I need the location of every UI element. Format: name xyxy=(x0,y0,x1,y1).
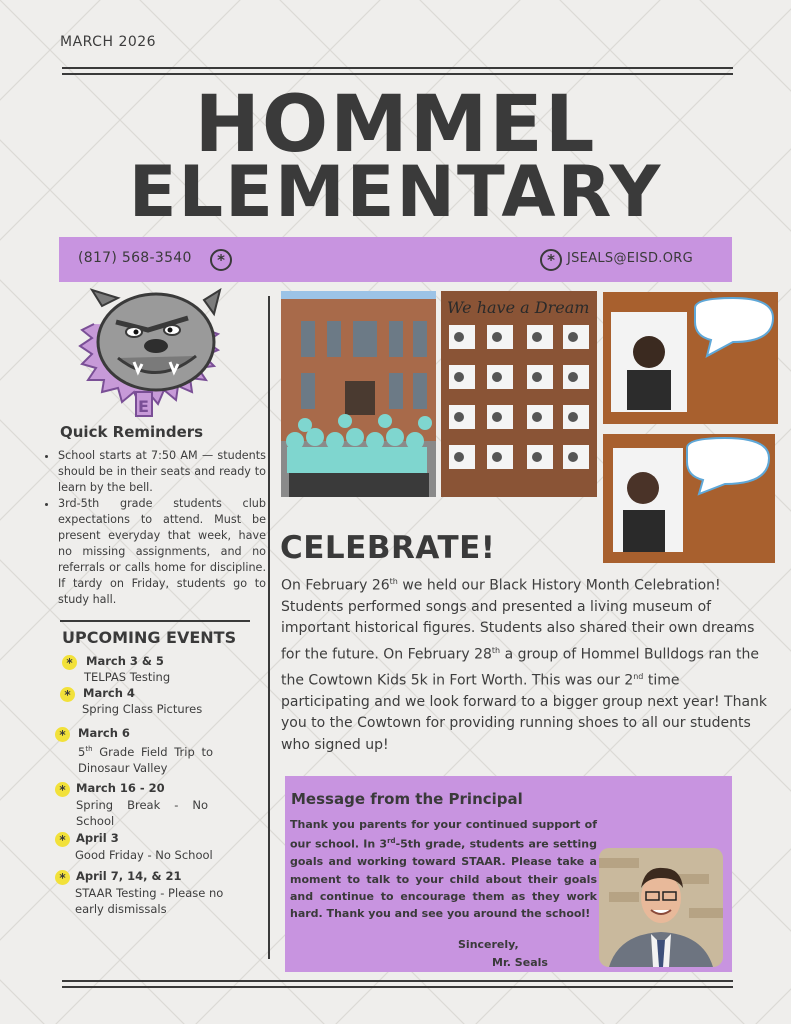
event-desc: STAAR Testing - Please no early dismissals xyxy=(75,886,224,916)
celebrate-paragraph: On February 26th we held our Black History Month Celebration! Students performed songs and presented a living museum of important historical figures. Students also shared their own dreams for the future. On February 28th a group of Hommel Bulldogs ran the the Cowtown Kids 5k in Fort Worth. This was our 2nd time participating and we look forward to a bigger group next year! Thank you to the Cowtown for providing running shoes to all our students who signed up! xyxy=(281,577,768,753)
event-date: April 7, 14, & 21 xyxy=(76,869,182,883)
email-link[interactable]: JSEALS@EISD.ORG xyxy=(567,251,693,266)
phone-number[interactable]: (817) 568-3540 xyxy=(78,250,192,266)
event-date: March 6 xyxy=(78,726,130,740)
school-title-line2: ELEMENTARY xyxy=(128,151,663,233)
asterisk-circle-icon: * xyxy=(210,249,232,271)
header-divider xyxy=(62,73,733,75)
signature: Mr. Seals xyxy=(492,956,548,969)
school-title-line1: HOMMEL xyxy=(194,80,597,170)
events-divider xyxy=(60,620,250,622)
star-bullet-icon: * xyxy=(55,832,70,847)
event-desc: Good Friday - No School xyxy=(75,848,213,862)
header-divider xyxy=(62,67,733,69)
event-desc: 5th Grade Field Trip to Dinosaur Valley xyxy=(78,744,213,775)
star-bullet-icon: * xyxy=(60,687,75,702)
dream-board-photo xyxy=(441,291,597,497)
footer-divider xyxy=(62,986,733,988)
dream-board-title: We have a Dream xyxy=(447,298,590,317)
event-desc: Spring Break - No School xyxy=(76,798,208,828)
star-bullet-icon: * xyxy=(55,727,70,742)
student-dream-photo-2 xyxy=(603,434,775,563)
star-bullet-icon: * xyxy=(55,782,70,797)
bulldog-mascot-logo xyxy=(78,284,228,420)
principal-portrait xyxy=(599,848,723,967)
list-item: • 3rd-5th grade students club expectations to attend. Must be present everyday that week, have no missing assignments, and no referrals or calls home for discipline. If tardy on Friday, students go to study hall. xyxy=(58,496,266,608)
event-date: March 4 xyxy=(83,686,135,700)
reminders-list xyxy=(44,448,266,608)
event-date: April 3 xyxy=(76,831,119,845)
column-divider xyxy=(268,296,270,959)
footer-divider xyxy=(62,980,733,982)
quick-reminders-heading: Quick Reminders xyxy=(60,423,204,441)
star-bullet-icon: * xyxy=(55,870,70,885)
event-date: March 16 - 20 xyxy=(76,781,165,795)
event-desc: TELPAS Testing xyxy=(84,670,171,684)
star-bullet-icon: * xyxy=(62,655,77,670)
asterisk-circle-icon: * xyxy=(540,249,562,271)
upcoming-events-heading: UPCOMING EVENTS xyxy=(62,628,237,647)
principal-message-heading: Message from the Principal xyxy=(291,790,523,808)
list-item: • School starts at 7:50 AM — students should be in their seats and ready to learn by the bell. xyxy=(58,448,266,496)
principal-message-text: Thank you parents for your continued support of our school. In 3rd-5th grade, students are setting goals and working toward STAAR. Please take a moment to talk to your child about their goals and continue to encourage them as they work hard. Thank you and see you around the school! xyxy=(290,818,598,921)
celebrate-heading: CELEBRATE! xyxy=(280,530,496,566)
student-dream-photo-1 xyxy=(603,292,778,424)
event-date: March 3 & 5 xyxy=(86,654,164,668)
event-desc: Spring Class Pictures xyxy=(82,702,203,716)
school-group-photo xyxy=(281,291,436,497)
svg-text:E: E xyxy=(138,397,149,416)
issue-date: MARCH 2026 xyxy=(60,34,157,50)
closing: Sincerely, xyxy=(458,938,519,951)
